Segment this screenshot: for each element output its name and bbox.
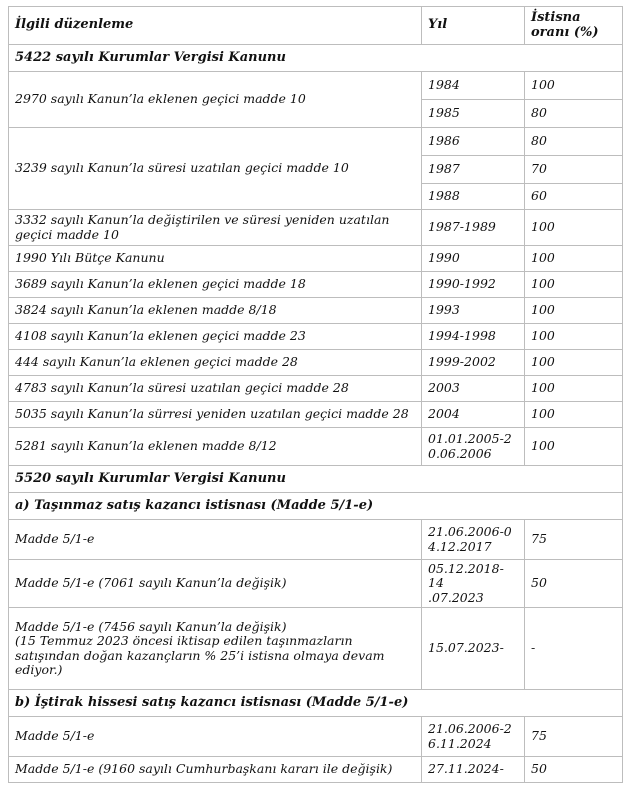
table-row xyxy=(9,402,623,428)
regulation-cell xyxy=(9,608,422,690)
rate-cell: 100 xyxy=(525,72,623,100)
regulation-cell: 4783 sayılı Kanun’la süresi uzatılan geçici madde 28 xyxy=(9,376,422,402)
regulation-cell: 3689 sayılı Kanun’la eklenen geçici madde 18 xyxy=(9,272,422,298)
year-cell: 1986 xyxy=(422,128,525,156)
regulation-note: (15 Temmuz 2023 öncesi iktisap edilen taşınmazların satışından doğan kazançların % 25’i istisna olmaya devam ediyor.) xyxy=(15,633,385,677)
rate-cell: 100 xyxy=(525,402,623,428)
year-cell: 1993 xyxy=(422,298,525,324)
table-row xyxy=(9,72,623,100)
rate-cell: 100 xyxy=(525,428,623,466)
rate-cell: 50 xyxy=(525,757,623,783)
regulation-cell: 3332 sayılı Kanun’la değiştirilen ve süresi yeniden uzatılan geçici madde 10 xyxy=(9,210,422,246)
rate-cell: 80 xyxy=(525,128,623,156)
regulation-cell: 4108 sayılı Kanun’la eklenen geçici madde 23 xyxy=(9,324,422,350)
table-row xyxy=(9,210,623,246)
year-cell: 1987-1989 xyxy=(422,210,525,246)
table-row xyxy=(9,324,623,350)
year-cell: 01.01.2005-2 0.06.2006 xyxy=(422,428,525,466)
subsection-b-title: b) İştirak hissesi satış kazancı istisnası (Madde 5/1-e) xyxy=(9,690,623,717)
table-row xyxy=(9,717,623,757)
section-row xyxy=(9,45,623,72)
table-row xyxy=(9,376,623,402)
rate-cell: 50 xyxy=(525,560,623,608)
year-cell: 1994-1998 xyxy=(422,324,525,350)
year-cell: 21.06.2006-0 4.12.2017 xyxy=(422,520,525,560)
section-5422-title: 5422 sayılı Kurumlar Vergisi Kanunu xyxy=(9,45,623,72)
rate-cell: 80 xyxy=(525,100,623,128)
table-row xyxy=(9,272,623,298)
table-row xyxy=(9,128,623,156)
subsection-row xyxy=(9,493,623,520)
rate-cell: 60 xyxy=(525,184,623,210)
regulation-cell: 5281 sayılı Kanun’la eklenen madde 8/12 xyxy=(9,428,422,466)
year-cell: 1987 xyxy=(422,156,525,184)
table-row xyxy=(9,520,623,560)
rate-cell: - xyxy=(525,608,623,690)
regulation-text: Madde 5/1-e (7456 sayılı Kanun’la değişik) xyxy=(15,618,287,634)
regulation-cell: Madde 5/1-e (7061 sayılı Kanun’la değişik) xyxy=(9,560,422,608)
table-row xyxy=(9,246,623,272)
year-cell: 27.11.2024- xyxy=(422,757,525,783)
subsection-row xyxy=(9,690,623,717)
regulation-cell: 2970 sayılı Kanun’la eklenen geçici madde 10 xyxy=(9,72,422,128)
table-row xyxy=(9,350,623,376)
table-row xyxy=(9,298,623,324)
year-cell: 21.06.2006-2 6.11.2024 xyxy=(422,717,525,757)
year-cell: 1988 xyxy=(422,184,525,210)
regulation-cell: 3239 sayılı Kanun’la süresi uzatılan geçici madde 10 xyxy=(9,128,422,210)
regulation-cell: 3824 sayılı Kanun’la eklenen madde 8/18 xyxy=(9,298,422,324)
rate-cell: 100 xyxy=(525,298,623,324)
rate-cell: 100 xyxy=(525,350,623,376)
rate-cell: 100 xyxy=(525,376,623,402)
table-row xyxy=(9,428,623,466)
year-cell: 05.12.2018-14 .07.2023 xyxy=(422,560,525,608)
year-cell: 15.07.2023- xyxy=(422,608,525,690)
header-year: Yıl xyxy=(422,7,525,45)
rate-cell: 70 xyxy=(525,156,623,184)
year-cell: 2004 xyxy=(422,402,525,428)
rate-cell: 100 xyxy=(525,210,623,246)
table-row xyxy=(9,560,623,608)
rate-cell: 75 xyxy=(525,717,623,757)
subsection-a-title: a) Taşınmaz satış kazancı istisnası (Madde 5/1-e) xyxy=(9,493,623,520)
regulation-cell: 5035 sayılı Kanun’la sürresi yeniden uzatılan geçici madde 28 xyxy=(9,402,422,428)
year-cell: 1990-1992 xyxy=(422,272,525,298)
regulation-cell: 444 sayılı Kanun’la eklenen geçici madde 28 xyxy=(9,350,422,376)
table-row xyxy=(9,608,623,690)
year-cell: 1990 xyxy=(422,246,525,272)
regulation-cell: 1990 Yılı Bütçe Kanunu xyxy=(9,246,422,272)
header-rate: İstisna oranı (%) xyxy=(525,7,623,45)
regulation-cell: Madde 5/1-e (9160 sayılı Cumhurbaşkanı kararı ile değişik) xyxy=(9,757,422,783)
section-5520-title: 5520 sayılı Kurumlar Vergisi Kanunu xyxy=(9,466,623,493)
rate-cell: 100 xyxy=(525,272,623,298)
table-row xyxy=(9,757,623,783)
header-regulation: İlgili düzenleme xyxy=(9,7,422,45)
exemption-table xyxy=(8,6,623,783)
rate-cell: 100 xyxy=(525,246,623,272)
year-cell: 1984 xyxy=(422,72,525,100)
header-row xyxy=(9,7,623,45)
rate-cell: 75 xyxy=(525,520,623,560)
regulation-cell: Madde 5/1-e xyxy=(9,520,422,560)
section-row xyxy=(9,466,623,493)
regulation-cell: Madde 5/1-e xyxy=(9,717,422,757)
year-cell: 1999-2002 xyxy=(422,350,525,376)
rate-cell: 100 xyxy=(525,324,623,350)
year-cell: 1985 xyxy=(422,100,525,128)
year-cell: 2003 xyxy=(422,376,525,402)
